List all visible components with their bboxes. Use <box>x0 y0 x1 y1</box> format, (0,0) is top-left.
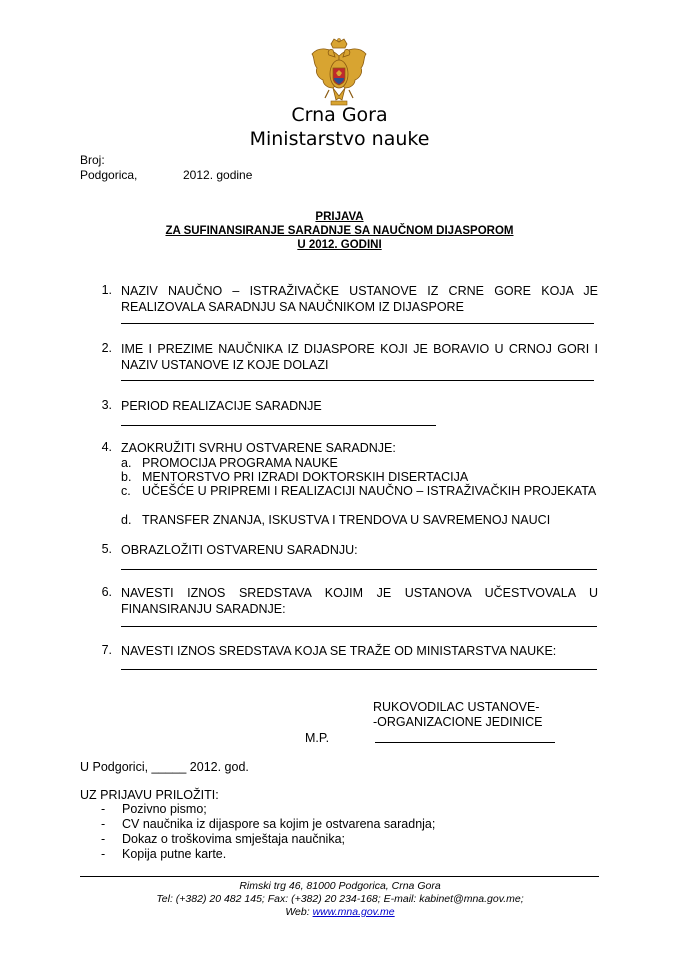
footer-address: Rimski trg 46, 81000 Podgorica, Crna Gora <box>239 880 441 892</box>
attachments-heading: UZ PRIJAVU PRILOŽITI: <box>80 788 219 802</box>
attachment-item: CV naučnika iz dijaspore sa kojim je ostvarena saradnja; <box>122 817 436 831</box>
answer-line[interactable] <box>121 425 436 426</box>
country-name: Crna Gora <box>291 104 388 126</box>
answer-line[interactable] <box>121 323 594 324</box>
broj-label: Broj: <box>80 153 105 167</box>
attachment-item: Pozivno pismo; <box>122 802 207 816</box>
option-letter: c. <box>121 484 131 498</box>
item-number: 4. <box>101 440 112 454</box>
item-number: 2. <box>101 341 112 355</box>
option-letter: b. <box>121 470 132 484</box>
attachment-item: Dokaz o troškovima smještaja naučnika; <box>122 832 346 846</box>
bullet-dash: - <box>101 832 106 846</box>
coat-of-arms-icon <box>309 38 369 108</box>
item-text: OBRAZLOŽITI OSTVARENU SARADNJU: <box>121 543 358 557</box>
item-text: NAZIV NAUČNO – ISTRAŽIVAČKE USTANOVE IZ CRNE GORE KOJA JE REALIZOVALA SARADNJU SA NAUČNIKOM IZ DIJASPORE <box>121 284 598 314</box>
item-number: 1. <box>101 283 112 297</box>
bullet-dash: - <box>101 847 106 861</box>
attachment-item: Kopija putne karte. <box>122 847 227 861</box>
form-subtitle: ZA SUFINANSIRANJE SARADNJE SA NAUČNOM DIJASPOROM <box>165 225 514 237</box>
option-d[interactable]: TRANSFER ZNANJA, ISKUSTVA I TRENDOVA U SAVREMENOJ NAUCI <box>142 513 551 527</box>
place-date: U Podgorici, _____ 2012. god. <box>80 760 249 774</box>
option-b[interactable]: MENTORSTVO PRI IZRADI DOKTORSKIH DISERTACIJA <box>142 470 469 484</box>
option-c[interactable]: UČEŠĆE U PRIPREMI I REALIZACIJI NAUČNO – ISTRAŽIVAČKIH PROJEKATA <box>142 484 597 498</box>
ministry-name: Ministarstvo nauke <box>249 128 430 150</box>
item-text: IME I PREZIME NAUČNIKA IZ DIJASPORE KOJI JE BORAVIO U CRNOJ GORI I NAZIV USTANOVE IZ KOJE DOLAZI <box>121 342 598 372</box>
answer-line[interactable] <box>121 626 597 627</box>
signature-line[interactable] <box>375 742 555 743</box>
option-a[interactable]: PROMOCIJA PROGRAMA NAUKE <box>142 456 338 470</box>
item-text: ZAOKRUŽITI SVRHU OSTVARENE SARADNJE: <box>121 441 396 455</box>
bullet-dash: - <box>101 802 106 816</box>
form-title: PRIJAVA <box>315 211 364 223</box>
item-number: 6. <box>101 585 112 599</box>
footer-divider <box>80 876 599 877</box>
answer-line[interactable] <box>121 380 594 381</box>
signature-title-line2: -ORGANIZACIONE JEDINICE <box>373 715 543 729</box>
option-letter: a. <box>121 456 132 470</box>
footer-contact: Tel: (+382) 20 482 145; Fax: (+382) 20 234-168; E-mail: kabinet@mna.gov.me; <box>156 893 524 905</box>
item-text: PERIOD REALIZACIJE SARADNJE <box>121 399 322 413</box>
item-number: 5. <box>101 542 112 556</box>
stamp-label: M.P. <box>305 731 330 745</box>
item-text: NAVESTI IZNOS SREDSTAVA KOJIM JE USTANOVA UČESTVOVALA U FINANSIRANJU SARADNJE: <box>121 586 598 616</box>
date-label: 2012. godine <box>183 168 253 182</box>
answer-line[interactable] <box>121 669 597 670</box>
footer-web-label: Web: <box>285 906 313 918</box>
item-text: NAVESTI IZNOS SREDSTAVA KOJA SE TRAŽE OD MINISTARSTVA NAUKE: <box>121 644 557 658</box>
item-number: 7. <box>101 643 112 657</box>
signature-title-line1: RUKOVODILAC USTANOVE- <box>373 700 540 714</box>
form-year: U 2012. GODINI <box>297 239 382 251</box>
item-number: 3. <box>101 398 112 412</box>
website-link[interactable]: www.mna.gov.me <box>312 906 395 918</box>
footer-web <box>80 906 600 918</box>
bullet-dash: - <box>101 817 106 831</box>
answer-line[interactable] <box>121 569 597 570</box>
place-label: Podgorica, <box>80 168 138 182</box>
option-letter: d. <box>121 513 132 527</box>
